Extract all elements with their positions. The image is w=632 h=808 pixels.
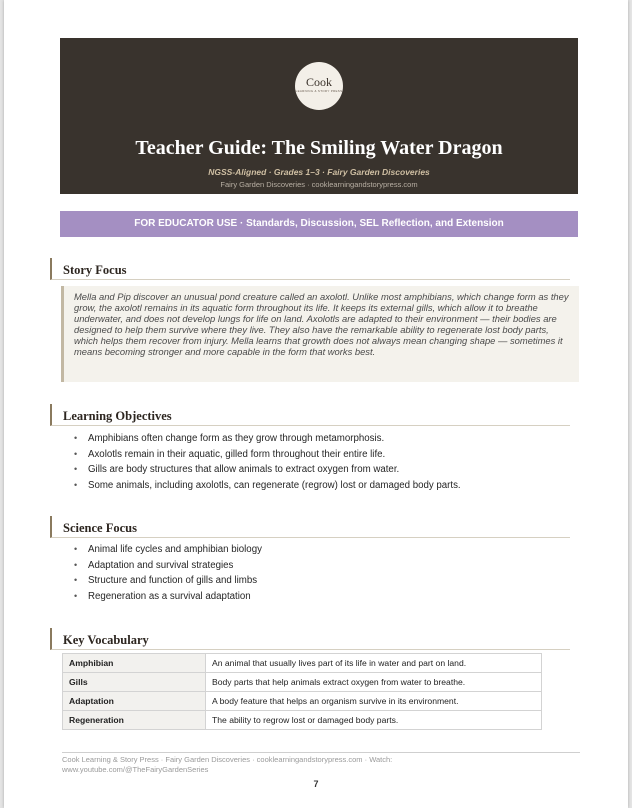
logo-wordmark: Cook — [305, 75, 332, 89]
table-row — [63, 673, 542, 692]
vocab-definition: A body feature that helps an organism survive in its environment. — [206, 692, 542, 711]
science-focus-list — [74, 542, 262, 604]
vocab-term: Gills — [63, 673, 206, 692]
header-credit: Fairy Garden Discoveries · cooklearningandstorypress.com — [220, 180, 418, 189]
vocab-term: Adaptation — [63, 692, 206, 711]
page-number: 7 — [313, 779, 319, 789]
key-vocabulary-heading: Key Vocabulary — [50, 628, 570, 650]
list-item: • Some animals, including axolotls, can regenerate (regrow) lost or damaged body parts. — [74, 478, 461, 494]
educator-use-banner: FOR EDUCATOR USE · Standards, Discussion, SEL Reflection, and Extension — [60, 211, 578, 237]
publisher-logo — [295, 62, 343, 110]
science-focus-heading: Science Focus — [50, 516, 570, 538]
vocab-definition: The ability to regrow lost or damaged body parts. — [206, 711, 542, 730]
list-item: • Animal life cycles and amphibian biology — [74, 542, 262, 558]
story-focus-text: Mella and Pip discover an unusual pond creature called an axolotl. Unlike most amphibians, which change form as they grow, the axolotl remains in its aquatic form throughout its life. It keeps its external gills, which allow it to breathe underwater, and does not develop lungs for life on land. Axolotls are adapted to their environment — their bodies are designed to help them survive where they live. They also have the remarkable ability to regenerate lost body parts, which helps them recover from injury. Mella learns that growth does not always mean changing shape — sometimes it means becoming stronger and more capable in the form that works best. — [61, 286, 579, 382]
footer-divider — [62, 752, 580, 753]
header-banner — [60, 38, 578, 194]
vocab-term: Amphibian — [63, 654, 206, 673]
table-row — [63, 692, 542, 711]
list-item: • Amphibians often change form as they grow through metamorphosis. — [74, 431, 461, 447]
learning-objectives-list — [74, 431, 461, 493]
list-item: • Axolotls remain in their aquatic, gilled form throughout their entire life. — [74, 447, 461, 463]
page-title: Teacher Guide: The Smiling Water Dragon — [135, 137, 503, 159]
list-item: • Gills are body structures that allow animals to extract oxygen from water. — [74, 462, 461, 478]
story-focus-heading: Story Focus — [50, 258, 570, 280]
list-item: • Regeneration as a survival adaptation — [74, 589, 262, 605]
document-page — [4, 0, 628, 808]
vocab-definition: Body parts that help animals extract oxygen from water to breathe. — [206, 673, 542, 692]
table-row — [63, 654, 542, 673]
learning-objectives-heading: Learning Objectives — [50, 404, 570, 426]
footer-text: Cook Learning & Story Press · Fairy Garden Discoveries · cooklearningandstorypress.com · Watch: www.youtube.com/@TheFairyGardenSeries — [62, 755, 393, 774]
vocab-term: Regeneration — [63, 711, 206, 730]
logo-tagline: LEARNING & STORY PRESS — [295, 89, 343, 93]
list-item: • Structure and function of gills and limbs — [74, 573, 262, 589]
vocabulary-table — [62, 653, 542, 730]
page-subtitle: NGSS-Aligned · Grades 1–3 · Fairy Garden Discoveries — [208, 167, 430, 177]
table-row — [63, 711, 542, 730]
vocab-definition: An animal that usually lives part of its life in water and part on land. — [206, 654, 542, 673]
list-item: • Adaptation and survival strategies — [74, 558, 262, 574]
